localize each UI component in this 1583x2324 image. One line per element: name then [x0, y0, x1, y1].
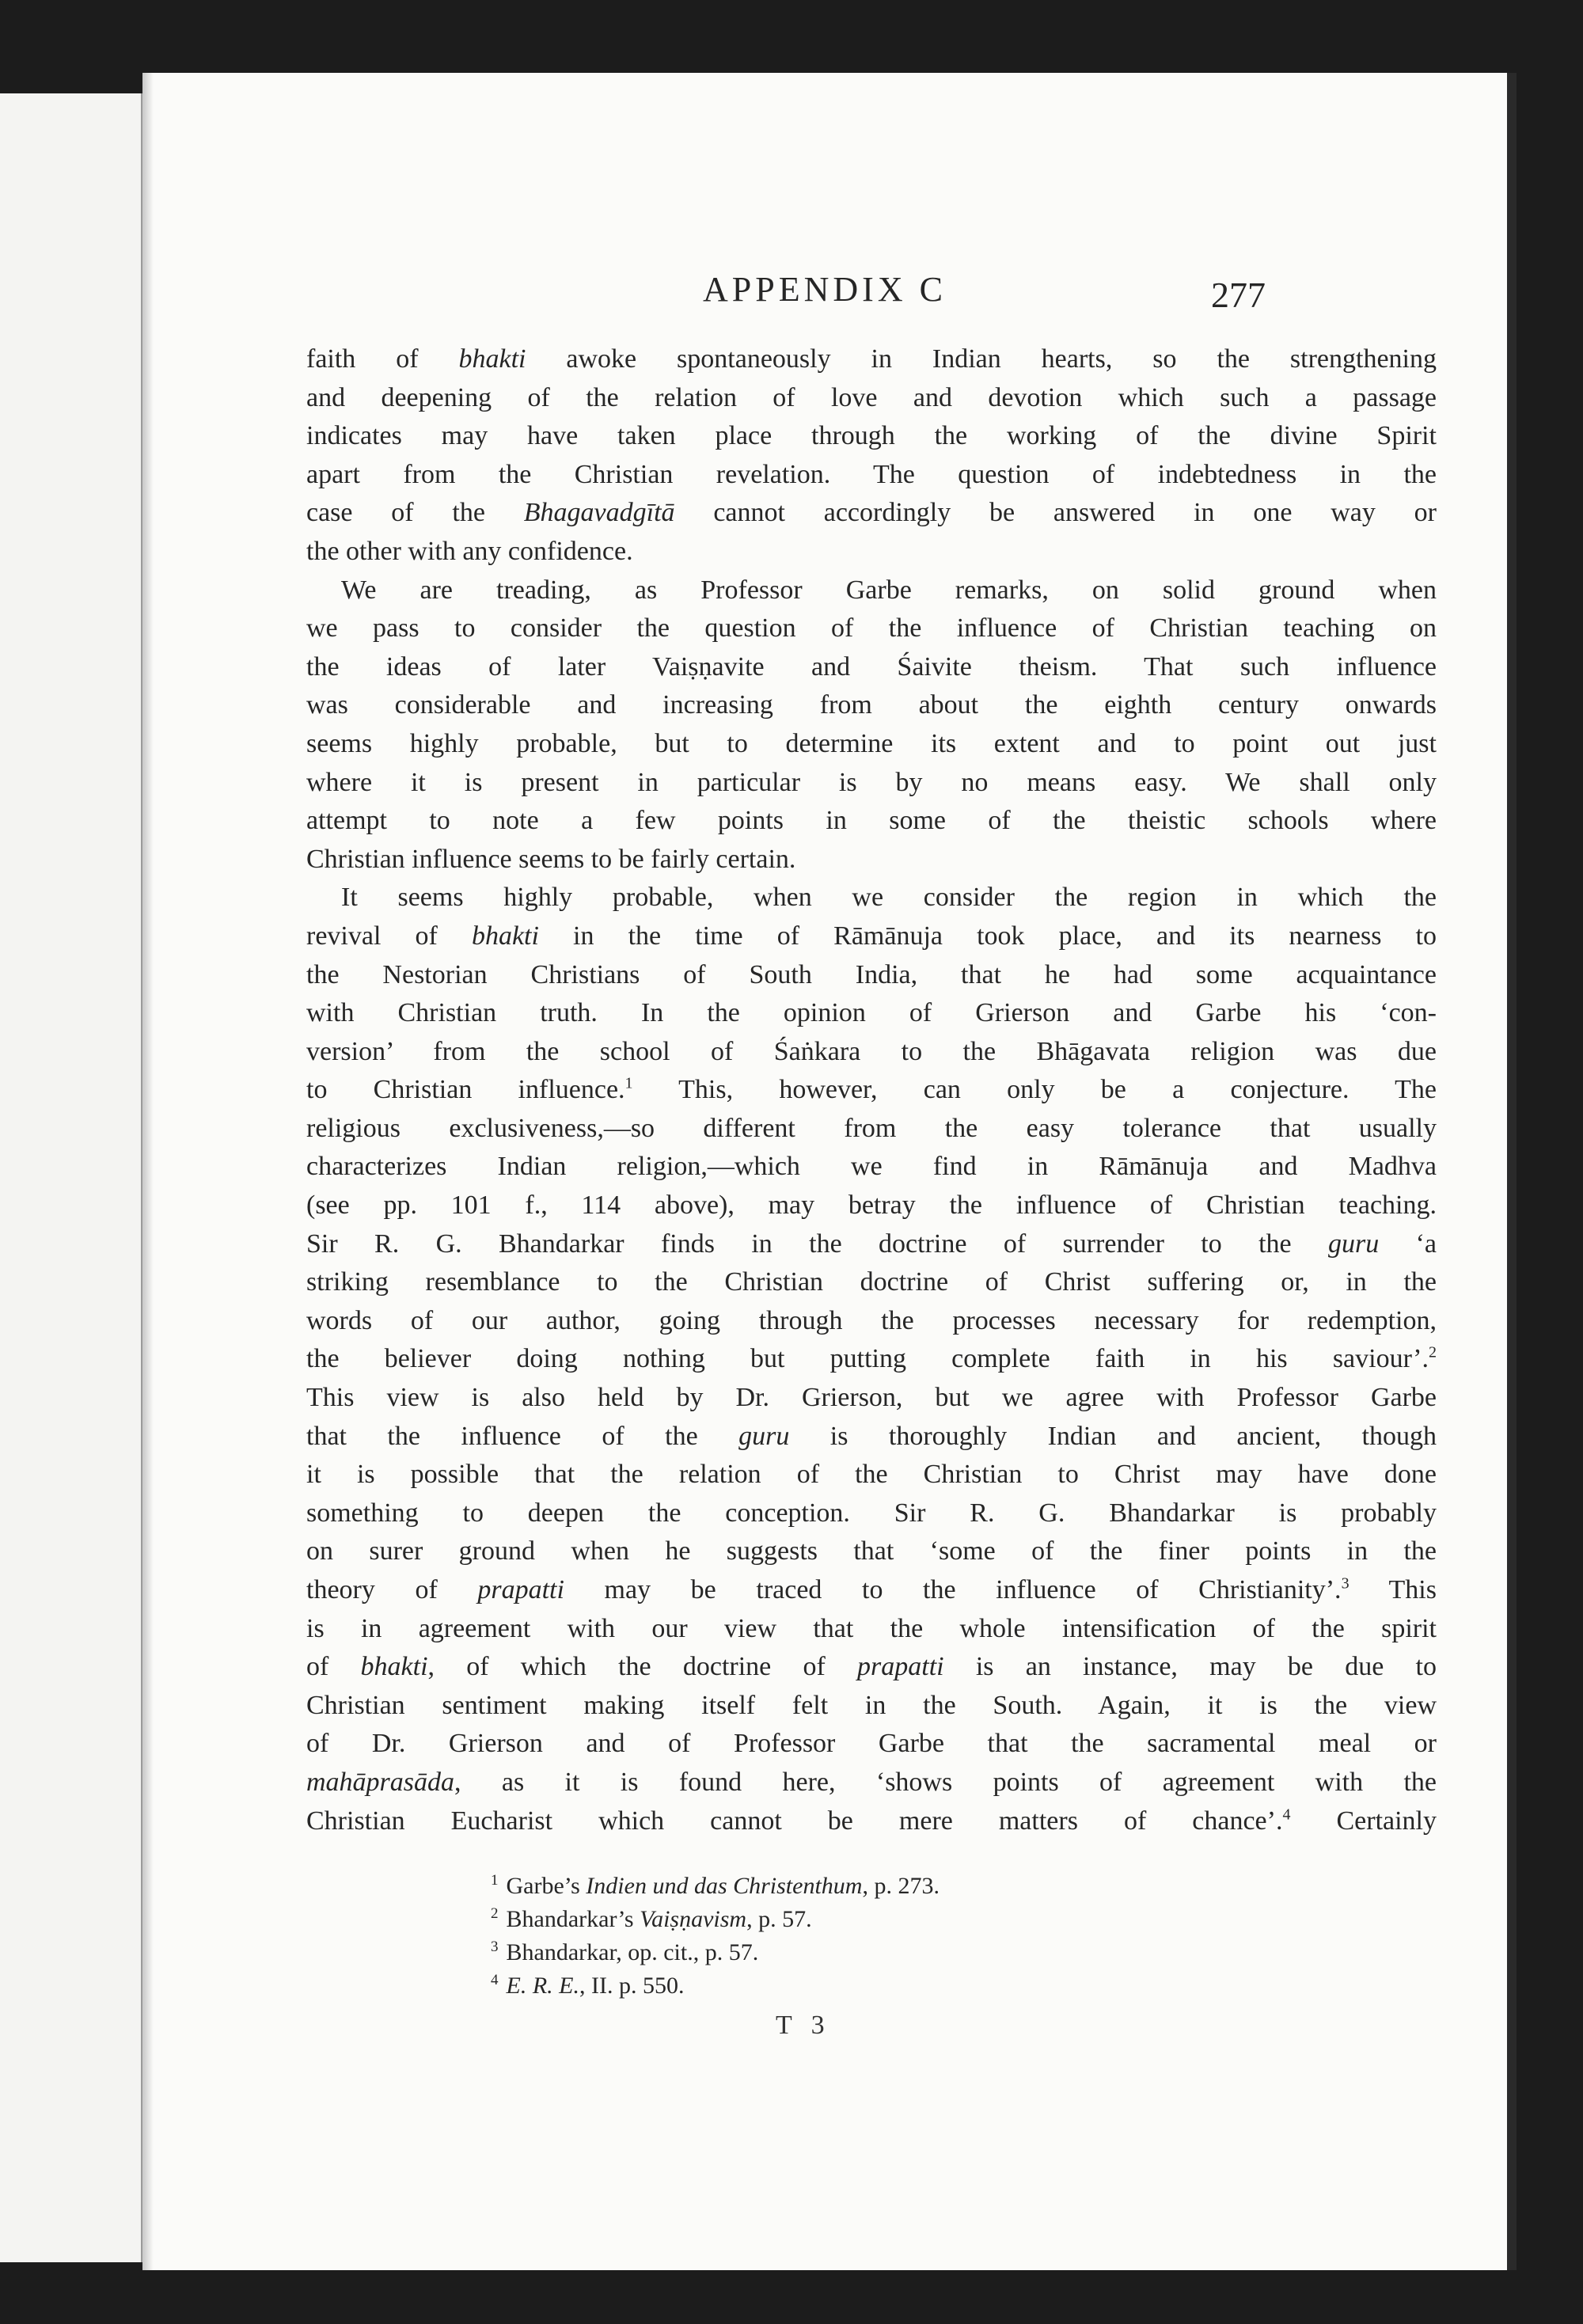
text-line: of bhakti, of which the doctrine of prapatti is an instance, may be due to	[306, 1652, 1437, 1682]
text-line: case of the Bhagavadgītā cannot accordingly be answered in one way or	[306, 498, 1437, 528]
text-line: we pass to consider the question of the influence of Christian teaching on	[306, 613, 1437, 644]
text-line: words of our author, going through the processes necessary for redemption,	[306, 1305, 1437, 1335]
text-line: apart from the Christian revelation. The question of indebtedness in the	[306, 459, 1437, 489]
footnote	[491, 1936, 1282, 1969]
running-title: APPENDIX C	[703, 270, 947, 309]
text-line: Christian influence seems to be fairly certain.	[306, 844, 796, 874]
footnotes	[491, 1870, 1282, 2003]
text-line: the believer doing nothing but putting complete faith in his saviour’.$^2$	[306, 1344, 1437, 1374]
text-line: characterizes Indian religion,—which we find in Rāmānuja and Madhva	[306, 1152, 1437, 1182]
text-line: on surer ground when he suggests that ‘some of the finer points in the	[306, 1536, 1437, 1566]
footnote-mark: 2	[491, 1905, 499, 1922]
text-line: version’ from the school of Śaṅkara to the Bhāgavata religion was due	[306, 1036, 1437, 1066]
text-line: It seems highly probable, when we consider the region in which the	[341, 883, 1437, 913]
footnote-text: Bhandarkar, op. cit., p. 57.	[506, 1939, 759, 1965]
footnote-mark: 4	[491, 1972, 499, 1988]
text-line: where it is present in particular is by no means easy. We shall only	[306, 767, 1437, 797]
text-line: the other with any confidence.	[306, 536, 633, 566]
text-line: Sir R. G. Bhandarkar finds in the doctrine of surrender to the guru ‘a	[306, 1228, 1437, 1259]
footnote-text: Bhandarkar’s Vaiṣṇavism, p. 57.	[506, 1906, 812, 1932]
footnote	[491, 1903, 1282, 1936]
spine-shadow	[142, 73, 154, 2270]
facing-page-edge	[0, 93, 142, 2262]
footnote	[491, 1870, 1282, 1903]
text-line: indicates may have taken place through the working of the divine Spirit	[306, 421, 1437, 451]
text-line: attempt to note a few points in some of the theistic schools where	[306, 806, 1437, 836]
text-line: striking resemblance to the Christian doctrine of Christ suffering or, in the	[306, 1267, 1437, 1297]
text-line: religious exclusiveness,—so different from the easy tolerance that usually	[306, 1113, 1437, 1143]
paragraph	[306, 572, 1437, 879]
signature-mark: T 3	[776, 2011, 831, 2040]
footnote-text: Garbe’s Indien und das Christenthum, p. 273.	[506, 1873, 940, 1899]
text-line: to Christian influence.$^1$ This, however, can only be a conjecture. The	[306, 1074, 1437, 1105]
paragraph	[306, 879, 1437, 1840]
text-line: of Dr. Grierson and of Professor Garbe that the sacramental meal or	[306, 1729, 1437, 1759]
text-line: and deepening of the relation of love and devotion which such a passage	[306, 382, 1437, 412]
text-line: with Christian truth. In the opinion of Grierson and Garbe his ‘con-	[306, 998, 1437, 1028]
text-line: seems highly probable, but to determine its extent and to point out just	[306, 728, 1437, 758]
page-number: 277	[1211, 275, 1266, 315]
text-line: that the influence of the guru is thoroughly Indian and ancient, though	[306, 1421, 1437, 1451]
body-text	[306, 340, 1437, 1840]
text-line: the ideas of later Vaiṣṇavite and Śaivite theism. That such influence	[306, 651, 1437, 682]
text-line: is in agreement with our view that the whole intensification of the spirit	[306, 1613, 1437, 1643]
text-line: Christian sentiment making itself felt in the South. Again, it is the view	[306, 1690, 1437, 1720]
text-line: was considerable and increasing from about the eighth century onwards	[306, 690, 1437, 720]
footnote-mark: 1	[491, 1872, 499, 1889]
text-line: This view is also held by Dr. Grierson, but we agree with Professor Garbe	[306, 1383, 1437, 1413]
paragraph	[306, 340, 1437, 572]
text-line: mahāprasāda, as it is found here, ‘shows points of agreement with the	[306, 1767, 1437, 1797]
text-line: Christian Eucharist which cannot be mere matters of chance’.$^4$ Certainly	[306, 1806, 1437, 1836]
text-line: something to deepen the conception. Sir R. G. Bhandarkar is probably	[306, 1498, 1437, 1528]
page-edge-shadow	[1507, 73, 1517, 2270]
text-line: it is possible that the relation of the Christian to Christ may have done	[306, 1460, 1437, 1490]
book-page	[142, 73, 1507, 2270]
text-line: theory of prapatti may be traced to the influence of Christianity’.$^3$ This	[306, 1574, 1437, 1604]
text-line: the Nestorian Christians of South India, that he had some acquaintance	[306, 959, 1437, 989]
running-head	[142, 269, 1507, 317]
footnote-mark: 3	[491, 1939, 499, 1955]
footnote	[491, 1969, 1282, 2003]
text-line: faith of bhakti awoke spontaneously in Indian hearts, so the strengthening	[306, 344, 1437, 374]
text-line: We are treading, as Professor Garbe remarks, on solid ground when	[341, 575, 1437, 605]
footnote-text: E. R. E., II. p. 550.	[506, 1973, 685, 1999]
text-line: revival of bhakti in the time of Rāmānuja took place, and its nearness to	[306, 921, 1437, 951]
text-line: (see pp. 101 f., 114 above), may betray the influence of Christian teaching.	[306, 1190, 1437, 1221]
